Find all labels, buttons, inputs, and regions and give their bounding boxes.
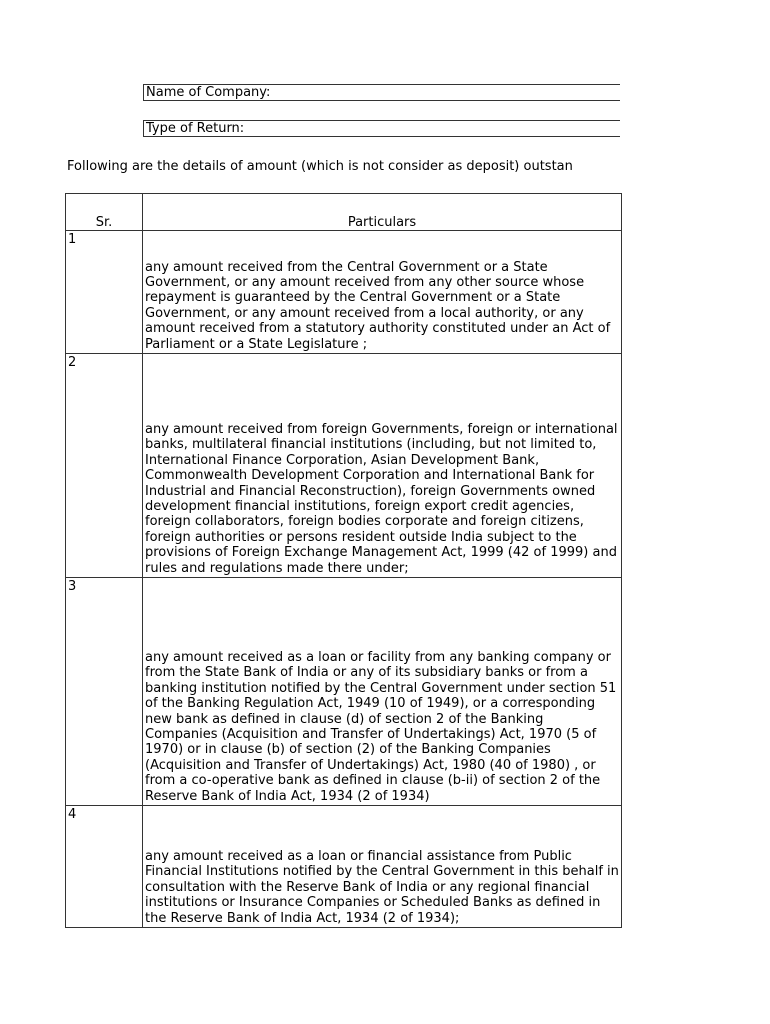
particulars-column-header: Particulars: [143, 194, 622, 231]
table-row: [66, 354, 622, 578]
table-header-row: [66, 194, 622, 231]
company-name-field[interactable]: [143, 84, 620, 101]
table-row: [66, 806, 622, 928]
table-row: [66, 578, 622, 806]
sr-number: 2: [66, 354, 143, 578]
sr-number: 1: [66, 231, 143, 354]
return-type-field[interactable]: [143, 120, 620, 137]
table-row: [66, 231, 622, 354]
particulars-text: any amount received as a loan or financial assistance from Public Financial Institutions notified by the Central Government in this behalf in consultation with the Reserve Bank of India or any regional financial institutions or Insurance Companies or Scheduled Banks as defined in the Reserve Bank of India Act, 1934 (2 of 1934);: [143, 806, 622, 928]
intro-text: Following are the details of amount (which is not consider as deposit) outstan: [67, 159, 573, 174]
return-type-label: Type of Return:: [146, 121, 245, 136]
sr-column-header: Sr.: [66, 194, 143, 231]
company-name-label: Name of Company:: [146, 85, 271, 100]
particulars-text: any amount received from foreign Governments, foreign or international banks, multilateral financial institutions (including, but not limited to, International Finance Corporation, Asian Development Bank, Commonwealth Development Corporation and International Bank for Industrial and Financial Reconstruction), foreign Governments owned development financial institutions, foreign export credit agencies, foreign collaborators, foreign bodies corporate and foreign citizens, foreign authorities or persons resident outside India subject to the provisions of Foreign Exchange Management Act, 1999 (42 of 1999) and rules and regulations made there under;: [143, 354, 622, 578]
particulars-text: any amount received as a loan or facility from any banking company or from the State Bank of India or any of its subsidiary banks or from a banking institution notified by the Central Government under section 51 of the Banking Regulation Act, 1949 (10 of 1949), or a corresponding new bank as defined in clause (d) of section 2 of the Banking Companies (Acquisition and Transfer of Undertakings) Act, 1970 (5 of 1970) or in clause (b) of section (2) of the Banking Companies (Acquisition and Transfer of Undertakings) Act, 1980 (40 of 1980) , or from a co-operative bank as defined in clause (b-ii) of section 2 of the Reserve Bank of India Act, 1934 (2 of 1934): [143, 578, 622, 806]
particulars-text: any amount received from the Central Government or a State Government, or any amount received from any other source whose repayment is guaranteed by the Central Government or a State Government, or any amount received from a local authority, or any amount received from a statutory authority constituted under an Act of Parliament or a State Legislature ;: [143, 231, 622, 354]
sr-number: 3: [66, 578, 143, 806]
sr-number: 4: [66, 806, 143, 928]
deposit-exemption-table: [65, 193, 622, 928]
